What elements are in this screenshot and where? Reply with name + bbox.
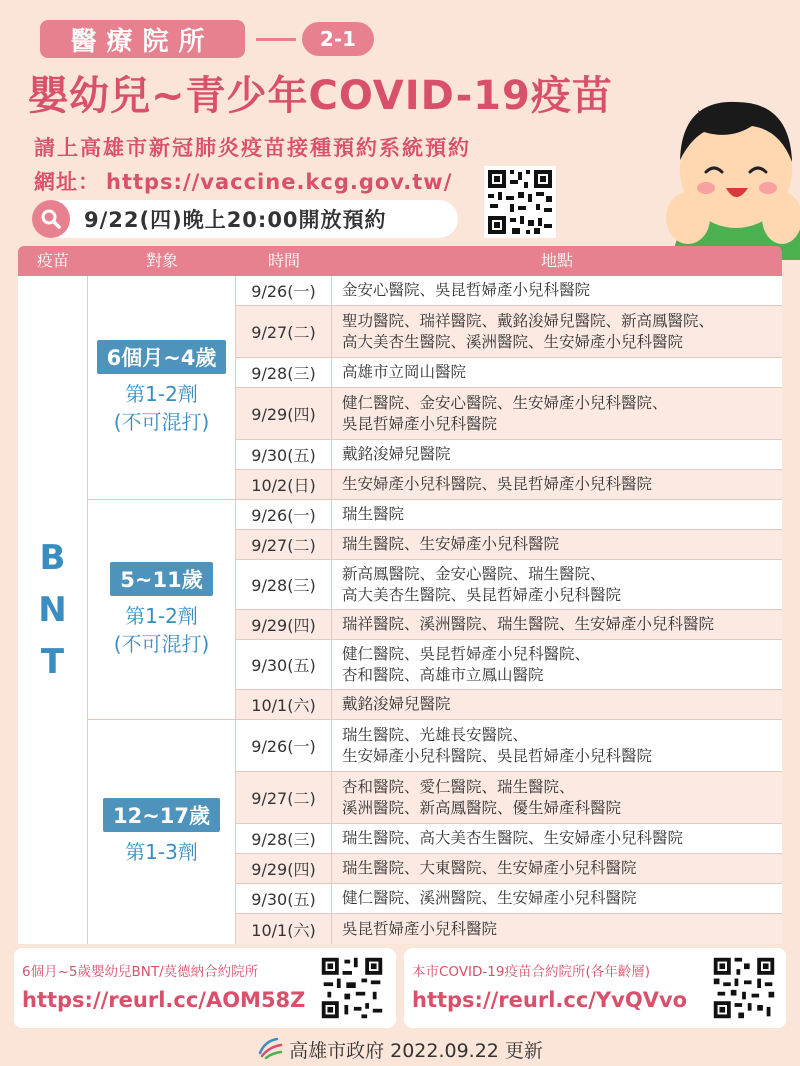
table-row — [236, 306, 782, 358]
vaccine-cell — [18, 276, 88, 944]
table-row — [236, 772, 782, 824]
date-cell: 9/26(一) — [236, 276, 332, 305]
table-row — [236, 276, 782, 306]
location-cell: 聖功醫院、瑞祥醫院、戴銘浚婦兒醫院、新高鳳醫院、 高大美杏生醫院、溪洲醫院、生安婦產小兒科醫院 — [342, 311, 715, 351]
category-badge: 醫療院所 — [40, 20, 245, 58]
page-number-badge: 2-1 — [302, 22, 374, 56]
location-cell: 瑞祥醫院、溪洲醫院、瑞生醫院、生安婦產小兒科醫院 — [342, 615, 715, 633]
date-cell: 9/26(一) — [236, 500, 332, 529]
location-cell: 瑞生醫院、大東醫院、生安婦產小兒科醫院 — [342, 859, 637, 877]
location-cell: 瑞生醫院、高大美杏生醫院、生安婦產小兒科醫院 — [342, 829, 684, 847]
contract-clinic-box-infant — [14, 948, 396, 1028]
date-cell: 10/1(六) — [236, 690, 332, 719]
kaohsiung-logo-icon — [257, 1035, 283, 1064]
table-row — [236, 824, 782, 854]
table-row — [236, 914, 782, 944]
booking-url-line — [34, 166, 452, 196]
location-cell: 吳昆哲婦產小兒科醫院 — [342, 919, 498, 938]
dose-text: 第1-2劑 (不可混打) — [113, 381, 210, 434]
date-cell: 9/29(四) — [236, 854, 332, 883]
table-row — [236, 690, 782, 720]
target-group — [88, 500, 236, 720]
table-row — [236, 440, 782, 470]
qr-code-icon[interactable] — [710, 954, 778, 1022]
table-row — [236, 640, 782, 690]
target-group — [88, 276, 236, 500]
date-cell: 9/26(一) — [236, 720, 332, 771]
col-header-time: 時間 — [267, 251, 300, 270]
date-cell: 9/28(三) — [236, 824, 332, 853]
age-badge: 5~11歲 — [110, 562, 212, 596]
date-cell: 10/1(六) — [236, 914, 332, 944]
location-cell: 瑞生醫院 — [342, 505, 405, 523]
location-cell: 健仁醫院、溪洲醫院、生安婦產小兒科醫院 — [342, 889, 637, 907]
date-cell: 9/29(四) — [236, 610, 332, 639]
table-row — [236, 530, 782, 560]
box-url-link[interactable]: https://reurl.cc/AOM58Z — [22, 988, 306, 1012]
table-row — [236, 854, 782, 884]
table-row — [236, 470, 782, 500]
qr-code-icon[interactable] — [484, 166, 556, 238]
box-label: 6個月~5歲嬰幼兒BNT/莫德納合約院所 — [22, 964, 259, 980]
box-label: 本市COVID-19疫苗合約院所(各年齡層) — [412, 964, 651, 980]
col-header-target: 對象 — [145, 251, 178, 270]
age-badge: 12~17歲 — [103, 798, 220, 832]
location-cell: 瑞生醫院、光雄長安醫院、 生安婦產小兒科醫院、吳昆哲婦產小兒科醫院 — [342, 725, 653, 765]
location-cell: 健仁醫院、吳昆哲婦產小兒科醫院、 杏和醫院、高雄市立鳳山醫院 — [342, 644, 591, 684]
age-badge: 6個月~4歲 — [97, 340, 227, 374]
location-cell: 杏和醫院、愛仁醫院、瑞生醫院、 溪洲醫院、新高鳳醫院、優生婦產科醫院 — [342, 777, 622, 817]
booking-instruction: 請上高雄市新冠肺炎疫苗接種預約系統預約 — [34, 136, 471, 160]
col-header-location: 地點 — [540, 251, 573, 270]
footer — [0, 1034, 800, 1064]
date-cell: 9/27(二) — [236, 772, 332, 823]
location-cell: 戴銘浚婦兒醫院 — [342, 695, 451, 713]
table-row — [236, 610, 782, 640]
footer-text: 高雄市政府 2022.09.22 更新 — [289, 1039, 543, 1062]
location-cell: 金安心醫院、吳昆哲婦產小兒科醫院 — [342, 281, 591, 299]
date-cell: 9/30(五) — [236, 440, 332, 469]
date-cell: 9/28(三) — [236, 358, 332, 387]
date-cell: 9/30(五) — [236, 884, 332, 913]
date-cell: 9/27(二) — [236, 306, 332, 357]
location-cell: 高雄市立岡山醫院 — [342, 363, 467, 381]
page-title: 嬰幼兒~青少年COVID-19疫苗 — [28, 73, 613, 119]
location-cell: 瑞生醫院、生安婦產小兒科醫院 — [342, 535, 560, 553]
qr-code-icon[interactable] — [318, 954, 386, 1022]
booking-url-link[interactable]: https://vaccine.kcg.gov.tw/ — [106, 170, 453, 194]
date-cell: 9/29(四) — [236, 388, 332, 439]
search-icon — [32, 200, 70, 238]
table-header — [18, 246, 782, 276]
date-cell: 9/30(五) — [236, 640, 332, 689]
col-header-vaccine: 疫苗 — [36, 251, 69, 270]
table-row — [236, 884, 782, 914]
location-cell: 生安婦產小兒科醫院、吳昆哲婦產小兒科醫院 — [342, 475, 653, 493]
date-cell: 10/2(日) — [236, 470, 332, 499]
date-cell: 9/28(三) — [236, 560, 332, 609]
location-cell: 新高鳳醫院、金安心醫院、瑞生醫院、 高大美杏生醫院、吳昆哲婦產小兒科醫院 — [342, 564, 622, 604]
table-row — [236, 388, 782, 440]
contract-clinic-box-all — [404, 948, 786, 1028]
table-row — [236, 358, 782, 388]
table-row — [236, 560, 782, 610]
child-illustration — [660, 80, 800, 260]
box-url-link[interactable]: https://reurl.cc/YvQVvo — [412, 988, 688, 1012]
dose-text: 第1-2劑 (不可混打) — [113, 603, 210, 656]
date-cell: 9/27(二) — [236, 530, 332, 559]
location-cell: 健仁醫院、金安心醫院、生安婦產小兒科醫院、 吳昆哲婦產小兒科醫院 — [342, 393, 668, 433]
schedule-table — [18, 276, 782, 944]
booking-open-time: 9/22(四)晚上20:00開放預約 — [84, 208, 387, 232]
table-row — [236, 500, 782, 530]
table-row — [236, 720, 782, 772]
url-label: 網址： — [34, 170, 100, 194]
vaccine-name: BNT — [38, 538, 67, 682]
booking-open-banner — [32, 200, 458, 238]
category-divider — [256, 38, 296, 41]
target-group — [88, 720, 236, 944]
dose-text: 第1-3劑 — [125, 840, 198, 864]
location-cell: 戴銘浚婦兒醫院 — [342, 445, 451, 463]
